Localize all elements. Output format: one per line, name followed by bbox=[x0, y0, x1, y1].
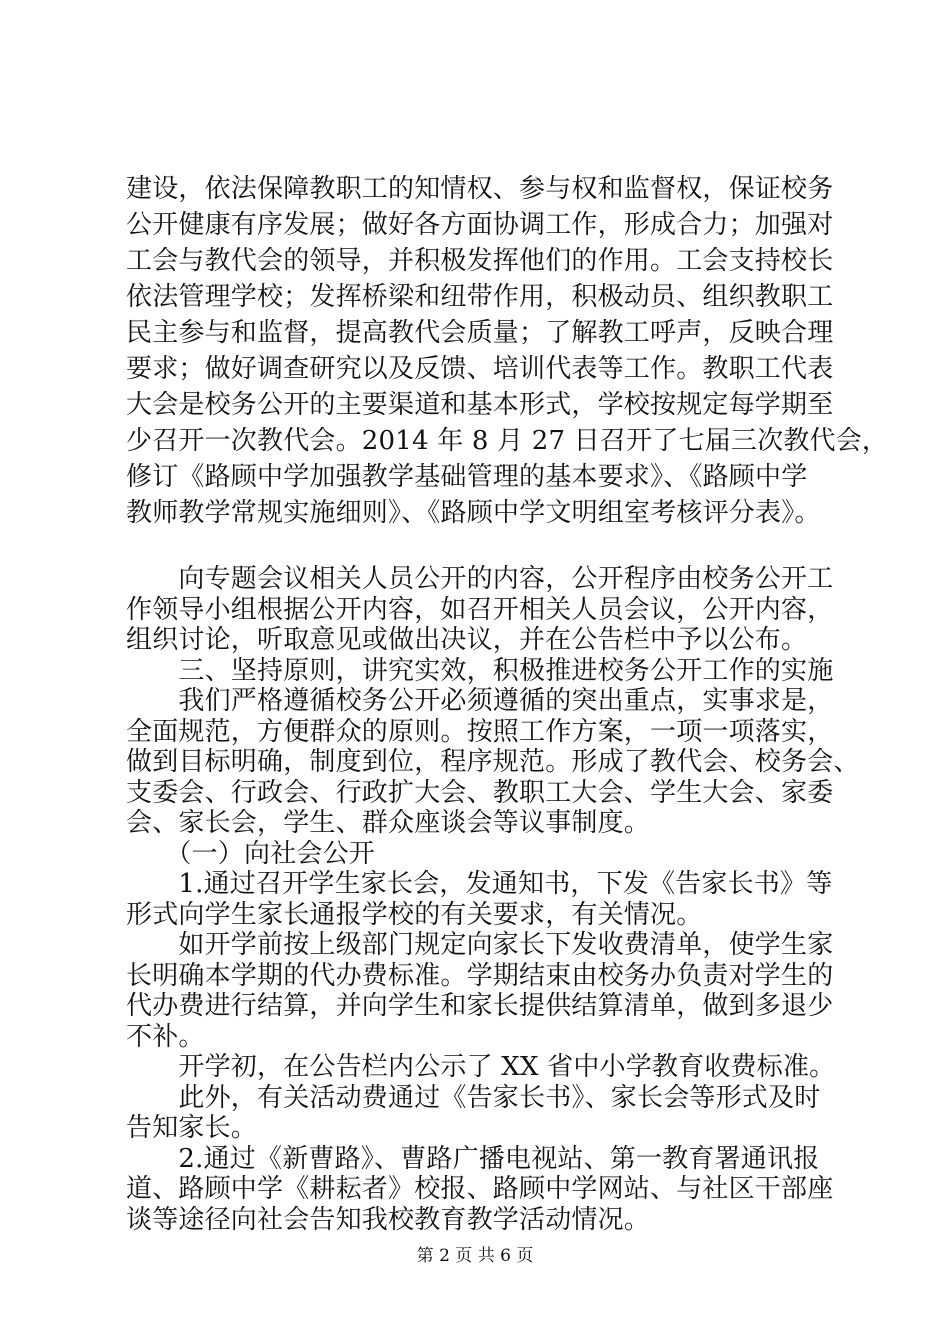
body-text-line: 道、路顾中学《耕耘者》校报、路顾中学网站、与社区干部座 bbox=[126, 1174, 834, 1204]
body-text-line: 支委会、行政会、行政扩大会、教职工大会、学生大会、家委 bbox=[126, 778, 834, 808]
body-text-line: 1.通过召开学生家长会，发通知书，下发《告家长书》等 bbox=[126, 869, 833, 899]
body-text-line: 我们严格遵循校务公开必须遵循的突出重点，实事求是， bbox=[126, 686, 834, 716]
body-text-line: 依法管理学校；发挥桥梁和纽带作用，积极动员、组织教职工 bbox=[126, 282, 834, 312]
body-text-line: 会、家长会，学生、群众座谈会等议事制度。 bbox=[126, 808, 651, 838]
body-text-line: 修订《路顾中学加强教学基础管理的基本要求》、《路顾中学 bbox=[126, 462, 808, 492]
body-text-line: 告知家长。 bbox=[126, 1113, 258, 1143]
body-text-line: 长明确本学期的代办费标准。学期结束由校务办负责对学生的 bbox=[126, 961, 834, 991]
body-text-line: 此外，有关活动费通过《告家长书》、家长会等形式及时 bbox=[126, 1083, 821, 1113]
body-text-line: 作领导小组根据公开内容，如召开相关人员会议，公开内容， bbox=[126, 595, 834, 625]
body-text-line: 要求；做好调查研究以及反馈、培训代表等工作。教职工代表 bbox=[126, 354, 834, 384]
body-text-line: 形式向学生家长通报学校的有关要求，有关情况。 bbox=[126, 900, 703, 930]
body-text-line: 大会是校务公开的主要渠道和基本形式，学校按规定每学期至 bbox=[126, 390, 834, 420]
body-text-line: 教师教学常规实施细则》、《路顾中学文明组室考核评分表》。 bbox=[126, 498, 821, 528]
body-text-line: 如开学前按上级部门规定向家长下发收费清单，使学生家 bbox=[126, 930, 834, 960]
body-text-line: 公开健康有序发展；做好各方面协调工作，形成合力；加强对 bbox=[126, 210, 834, 240]
body-text-line: 少召开一次教代会。2014 年 8 月 27 日召开了七届三次教代会， bbox=[126, 426, 889, 456]
body-text-line: 2.通过《新曹路》、曹路广播电视站、第一教育署通讯报 bbox=[126, 1144, 820, 1174]
page-footer: 第 2 页 共 6 页 bbox=[416, 1246, 534, 1266]
body-text-line: 民主参与和监督，提高教代会质量；了解教工呼声，反映合理 bbox=[126, 318, 834, 348]
body-text-line: 谈等途径向社会告知我校教育教学活动情况。 bbox=[126, 1205, 651, 1235]
body-text-line: 代办费进行结算，并向学生和家长提供结算清单，做到多退少 bbox=[126, 991, 834, 1021]
body-text-line: 组织讨论，听取意见或做出决议，并在公告栏中予以公布。 bbox=[126, 625, 808, 655]
section-heading: 三、坚持原则，讲究实效，积极推进校务公开工作的实施 bbox=[126, 656, 834, 686]
body-text-line: 建设，依法保障教职工的知情权、参与权和监督权，保证校务 bbox=[126, 174, 834, 204]
body-text-line: 工会与教代会的领导，并积极发挥他们的作用。工会支持校长 bbox=[126, 246, 834, 276]
subsection-heading: （一）向社会公开 bbox=[126, 839, 376, 869]
body-text-line: 向专题会议相关人员公开的内容，公开程序由校务公开工 bbox=[126, 564, 834, 594]
body-text-line: 全面规范，方便群众的原则。按照工作方案，一项一项落实， bbox=[126, 717, 834, 747]
body-text-line: 不补。 bbox=[126, 1022, 205, 1052]
body-text-line: 开学初，在公告栏内公示了 XX 省中小学教育收费标准。 bbox=[126, 1052, 836, 1082]
body-text-line: 做到目标明确，制度到位，程序规范。形成了教代会、校务会、 bbox=[126, 747, 860, 777]
